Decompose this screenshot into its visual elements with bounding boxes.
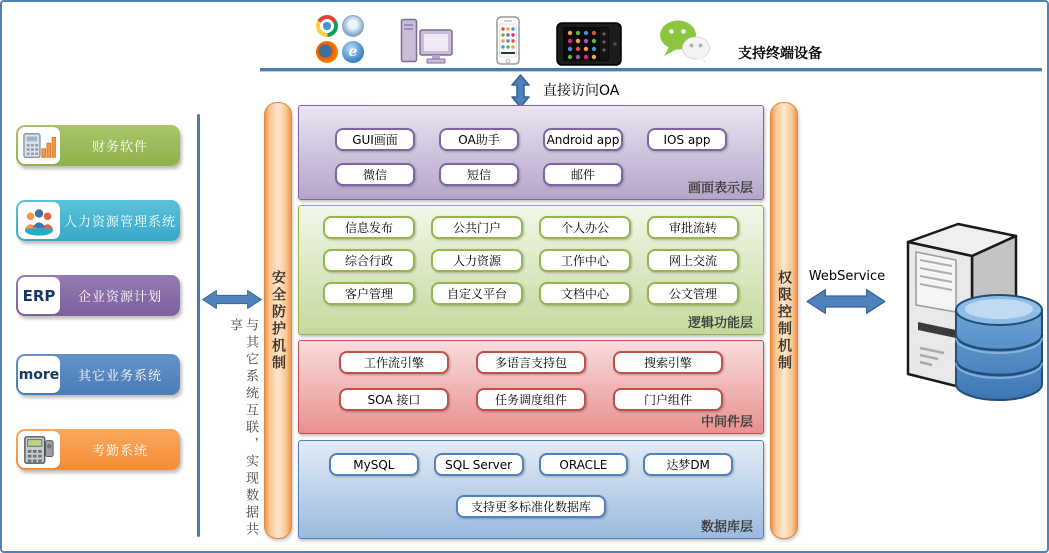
module-box: 文档中心 [539, 282, 631, 305]
erp-icon-text: ERP [22, 286, 56, 305]
sidebar-item-hr [16, 200, 180, 241]
ie-icon [342, 41, 364, 63]
sidebar-item-erp [16, 275, 180, 316]
chrome-icon [316, 15, 338, 37]
module-box: 个人办公 [539, 216, 631, 239]
calculator-chart-icon [18, 127, 60, 164]
module-box: 短信 [439, 163, 519, 186]
module-box: 门户组件 [613, 388, 723, 411]
module-box: 自定义平台 [431, 282, 523, 305]
module-box: 综合行政 [323, 249, 415, 272]
layer-database [298, 440, 764, 539]
module-box: 多语言支持包 [476, 351, 586, 374]
webservice-arrow-icon [799, 288, 893, 315]
layer-display [298, 105, 764, 200]
more-text-icon [18, 356, 60, 393]
permission-mechanism-bar [770, 102, 798, 539]
sidebar-item-label: 人力资源管理系统 [63, 215, 176, 230]
module-box: IOS app [647, 128, 727, 151]
module-box: 邮件 [543, 163, 623, 186]
layer-name: 中间件层 [700, 415, 753, 430]
safari-icon [342, 15, 364, 37]
systems-connector-line [197, 114, 200, 537]
module-box: OA助手 [439, 128, 519, 151]
firefox-icon [316, 41, 338, 63]
sidebar-item-other-systems [16, 354, 180, 395]
module-box: 工作流引擎 [339, 351, 449, 374]
sidebar-item-attendance [16, 429, 180, 470]
attendance-device-icon [18, 431, 60, 468]
sidebar-item-finance [16, 125, 180, 166]
layer-logic [298, 205, 764, 335]
module-box: 公文管理 [647, 282, 739, 305]
sidebar-item-label: 财务软件 [91, 140, 148, 155]
people-icon [18, 202, 60, 239]
sidebar-item-label: 企业资源计划 [77, 290, 162, 305]
module-box: SOA 接口 [339, 388, 449, 411]
layer-name: 逻辑功能层 [687, 316, 753, 331]
module-box: 公共门户 [431, 216, 523, 239]
module-box: 网上交流 [647, 249, 739, 272]
permission-mechanism-label: 权限控制机制 [776, 269, 792, 372]
module-box: 客户管理 [323, 282, 415, 305]
module-box: GUI画面 [335, 128, 415, 151]
tablet-icon [556, 22, 622, 66]
sidebar-item-label: 考勤系统 [91, 444, 148, 459]
layer-middleware [298, 340, 764, 434]
module-box: 微信 [335, 163, 415, 186]
security-mechanism-label: 安全防护机制 [270, 269, 286, 372]
browser-icons-group [316, 15, 368, 65]
module-box: 搜索引擎 [613, 351, 723, 374]
sidebar-item-label: 其它业务系统 [77, 369, 162, 384]
devices-label: 支持终端设备 [738, 46, 822, 62]
interconnect-note: 与其它系统互联，实现数据共享 [227, 318, 258, 539]
module-box: 任务调度组件 [476, 388, 586, 411]
direct-access-arrow-icon [511, 74, 530, 108]
module-box: 审批流转 [647, 216, 739, 239]
module-box: SQL Server [434, 453, 524, 476]
module-box: 达梦DM [643, 453, 733, 476]
layer-name: 数据库层 [700, 520, 753, 535]
module-box: 信息发布 [323, 216, 415, 239]
smartphone-icon [496, 16, 520, 66]
module-box: MySQL [329, 453, 419, 476]
module-box: 人力资源 [431, 249, 523, 272]
module-box: 支持更多标准化数据库 [456, 495, 606, 518]
security-mechanism-bar [264, 102, 292, 539]
devices-divider-line [260, 68, 1042, 71]
desktop-computer-icon [400, 18, 454, 66]
erp-text-icon [18, 277, 60, 314]
module-box: Android app [543, 128, 623, 151]
module-box: 工作中心 [539, 249, 631, 272]
layer-name: 画面表示层 [687, 181, 753, 196]
server-database-icon [894, 214, 1046, 406]
more-icon-text: more [18, 366, 60, 383]
interconnect-arrow-icon [202, 286, 262, 313]
wechat-icon [657, 18, 713, 66]
direct-access-label: 直接访问OA [543, 83, 620, 99]
webservice-label: WebService [808, 269, 886, 284]
module-box: ORACLE [539, 453, 629, 476]
